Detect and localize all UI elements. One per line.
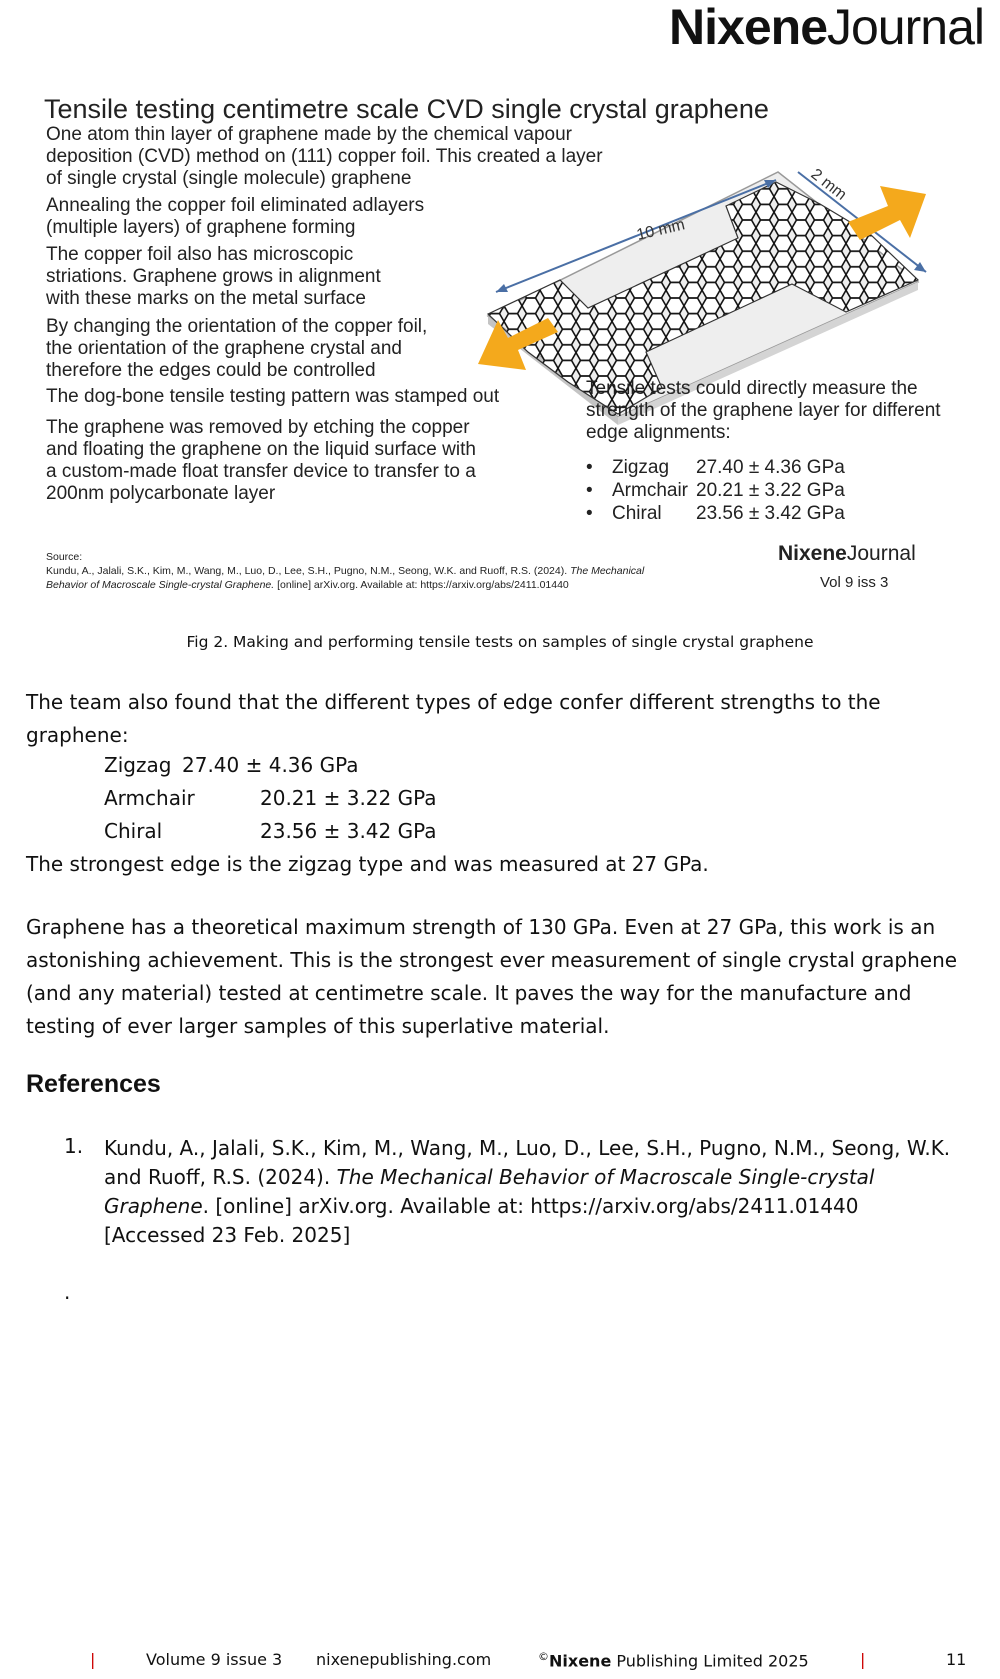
footer-website[interactable]: nixenepublishing.com	[316, 1650, 492, 1669]
list-item: • Zigzag 27.40 ± 4.36 GPa	[586, 457, 845, 478]
footer-copyright: ©Nixene Publishing Limited 2025	[538, 1650, 809, 1671]
figure-paragraph: The graphene was removed by etching the copper and floating the graphene on the liquid surface with a custom-made float transfer device to transfer to a 200nm polycarbonate layer	[46, 417, 476, 504]
edge-value: 20.21 ± 3.22 GPa	[696, 480, 845, 501]
strength-name: Chiral	[104, 819, 163, 843]
source-title: The Mechanical Behavior of Macroscale Single-crystal Graphene.	[46, 565, 645, 591]
strength-value: 23.56 ± 3.42 GPa	[260, 819, 437, 843]
figure-caption: Fig 2. Making and performing tensile tests on samples of single crystal graphene	[186, 633, 814, 651]
edge-value: 27.40 ± 4.36 GPa	[696, 457, 845, 478]
footer-separator: |	[860, 1650, 866, 1669]
source-authors: Kundu, A., Jalali, S.K., Kim, M., Wang, M., Luo, D., Lee, S.H., Pugno, N.M., Seong, W.K. and Ruoff, R.S. (2024).	[46, 565, 568, 577]
pull-arrow-right-icon	[848, 186, 926, 240]
footer-separator: |	[90, 1650, 96, 1669]
reference-authors: Kundu, A., Jalali, S.K., Kim, M., Wang, M., Luo, D., Lee, S.H., Pugno, N.M., Seong, W.K. and Ruoff, R.S. (2024).	[104, 1136, 951, 1189]
figure-bullet-list	[586, 456, 845, 525]
figure-right-text: Tensile tests could directly measure the strength of the graphene layer for different edge alignments:	[586, 378, 941, 443]
reference-item	[104, 1134, 964, 1250]
strength-name: Zigzag	[104, 753, 172, 777]
figure-paragraph: Annealing the copper foil eliminated adlayers (multiple layers) of graphene forming	[46, 195, 425, 238]
masthead-brand-light: Journal	[827, 0, 984, 55]
figure-source	[46, 550, 686, 592]
reference-title: The Mechanical Behavior of Macroscale Single-crystal Graphene	[104, 1165, 875, 1218]
figure-paragraph: The dog-bone tensile testing pattern was stamped out	[46, 386, 500, 407]
dimension-long-label: 10 mm	[635, 216, 687, 244]
footer-volume: Volume 9 issue 3	[146, 1650, 283, 1669]
figure-infographic	[38, 86, 958, 598]
trailing-dot: .	[64, 1280, 71, 1304]
figure-paragraph: One atom thin layer of graphene made by the chemical vapour deposition (CVD) method on (111) copper foil. This created a layer of single crystal (single molecule) graphene	[46, 124, 603, 189]
edge-name: Armchair	[612, 480, 689, 501]
list-item: • Armchair 20.21 ± 3.22 GPa	[586, 480, 845, 501]
source-rest: [online] arXiv.org. Available at: https://arxiv.org/abs/2411.01440	[277, 579, 569, 591]
body-paragraph: Graphene has a theoretical maximum strength of 130 GPa. Even at 27 GPa, this work is an astonishing achievement. This is the strongest ever measurement of single crystal graphene (and any material) tested at centimetre scale. It paves the way for the manufacture and testing of ever larger samples of this superlative material.	[26, 915, 958, 1038]
edge-name: Zigzag	[612, 457, 670, 478]
body-strongest: The strongest edge is the zigzag type and was measured at 27 GPa.	[26, 852, 709, 876]
edge-value: 23.56 ± 3.42 GPa	[696, 503, 845, 524]
edge-name: Chiral	[612, 503, 662, 524]
reference-rest: . [online] arXiv.org. Available at: https://arxiv.org/abs/2411.01440 [Accessed 23 Feb. 2025]	[104, 1194, 859, 1247]
masthead-brand-bold: Nixene	[669, 0, 827, 55]
journal-masthead	[669, 0, 984, 55]
source-label: Source:	[46, 551, 83, 563]
dimension-short-label: 2 mm	[807, 165, 850, 204]
reference-number: 1.	[64, 1134, 84, 1158]
body-intro: The team also found that the different types of edge confer different strengths to the graphene:	[26, 690, 881, 747]
strength-value: 27.40 ± 4.36 GPa	[182, 753, 359, 777]
strength-value: 20.21 ± 3.22 GPa	[260, 786, 437, 810]
list-item: • Chiral 23.56 ± 3.42 GPa	[586, 503, 845, 524]
references-heading: References	[26, 1070, 161, 1098]
figure-brand: NixeneJournal	[778, 542, 916, 565]
strength-name: Armchair	[104, 786, 195, 810]
page-footer	[0, 1650, 1000, 1676]
figure-title: Tensile testing centimetre scale CVD single crystal graphene	[44, 94, 769, 124]
figure-paragraph: The copper foil also has microscopic striations. Graphene grows in alignment with these marks on the metal surface	[46, 244, 381, 309]
page-number: 11	[946, 1650, 967, 1669]
figure-paragraph: By changing the orientation of the copper foil, the orientation of the graphene crystal and therefore the edges could be controlled	[46, 316, 428, 381]
figure-volume: Vol 9 iss 3	[820, 574, 889, 591]
